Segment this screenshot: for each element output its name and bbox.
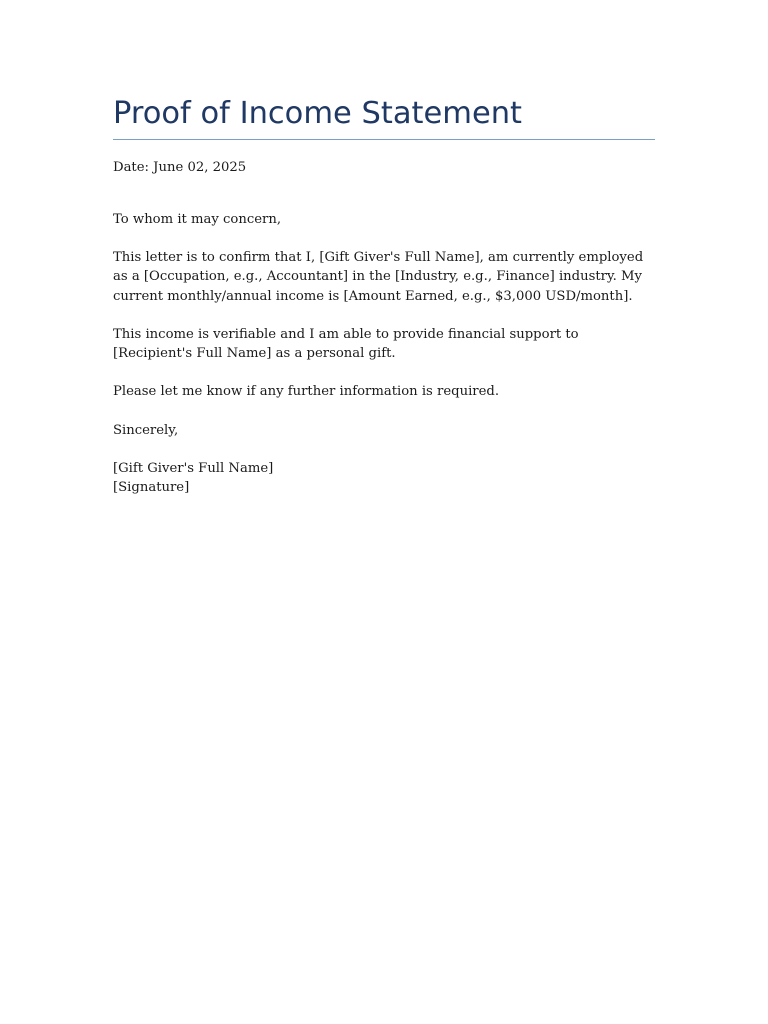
closing: Sincerely, (113, 423, 179, 438)
date-line: Date: June 02, 2025 (113, 160, 247, 175)
document-title: Proof of Income Statement (113, 96, 522, 131)
signature-block (113, 459, 658, 498)
salutation: To whom it may concern, (113, 212, 282, 227)
title-underline (113, 139, 655, 140)
paragraph-further-info: Please let me know if any further information is required. (113, 384, 500, 399)
paragraph-employment: This letter is to confirm that I, [Gift Giver's Full Name], am currently employed as a [Occupation, e.g., Accountant] in the [Industry, e.g., Finance] industry. My current monthly/annual income is [Amount Earned, e.g., $3,000 USD/month]. (113, 250, 644, 304)
signature-line: [Signature] (113, 480, 190, 496)
signer-name: [Gift Giver's Full Name] (113, 461, 274, 476)
paragraph-support: This income is verifiable and I am able to provide financial support to [Recipient's Full Name] as a personal gift. (113, 327, 579, 362)
